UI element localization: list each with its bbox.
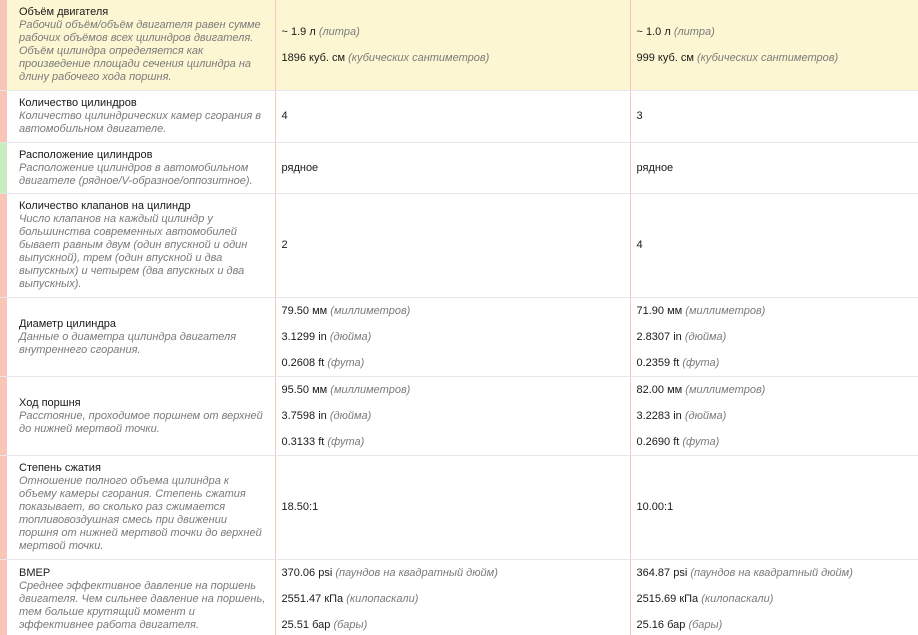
value-line <box>282 377 630 403</box>
spec-label-cell <box>7 0 275 90</box>
row-indicator-bar <box>0 90 7 142</box>
spec-title: Объём двигателя <box>19 6 109 19</box>
spec-row <box>0 142 918 193</box>
row-indicator-bar <box>0 142 7 193</box>
value-number: 0.2690 ft <box>636 435 680 448</box>
value-unit: (бары) <box>333 619 368 631</box>
value-unit: (килопаскали) <box>346 593 419 605</box>
value-number: 25.16 бар <box>636 619 686 631</box>
car2-value-cell <box>630 376 918 455</box>
spec-description: Расположение цилиндров в автомобильном двигателе (рядное/V-образное/оппозитное). <box>19 161 253 187</box>
value-line <box>282 45 630 71</box>
value-number: рядное <box>281 161 319 174</box>
value-line <box>637 560 918 586</box>
value-number: рядное <box>636 161 674 174</box>
spec-label-cell <box>7 142 275 193</box>
value-line <box>282 298 630 324</box>
value-number: 10.00:1 <box>636 501 674 513</box>
row-indicator-bar <box>0 0 7 90</box>
value-line <box>637 350 918 376</box>
value-number: 25.51 бар <box>281 619 331 631</box>
value-line <box>637 324 918 350</box>
spec-description: Расстояние, проходимое поршнем от верхней до нижней мертвой точки. <box>19 409 263 435</box>
value-line <box>637 45 918 71</box>
car2-value-cell <box>630 90 918 142</box>
value-line <box>282 403 630 429</box>
value-line <box>282 350 630 376</box>
spec-description: Отношение полного объема цилиндра к объему камеры сгорания. Степень сжатия показывает, во сколько раз сжимается топливовоздушная смесь при движении поршня от нижней мертвой точки до верхней мертвой точки. <box>19 475 262 552</box>
value-number: ~ 1.9 л <box>281 25 316 38</box>
value-number: 370.06 psi <box>281 567 333 579</box>
car1-value-cell <box>275 376 630 455</box>
value-unit: (кубических сантиметров) <box>348 51 490 64</box>
value-unit: (дюйма) <box>684 409 727 422</box>
value-number: 3 <box>636 110 643 122</box>
car1-value-cell <box>275 142 630 193</box>
spec-row <box>0 193 918 297</box>
value-unit: (бары) <box>688 619 723 631</box>
value-line <box>282 19 630 45</box>
spec-description: Число клапанов на каждый цилиндр у большинства современных автомобилей бывает равным двум (один впускной и один выпускной), трем (один впускной и два выпускных) и четырем (два впускных и два выпускных). <box>19 213 248 290</box>
value-unit: (паундов на квадратный дюйм) <box>690 567 853 579</box>
value-number: 3.1299 in <box>281 330 327 343</box>
spec-row <box>0 455 918 559</box>
spec-label-cell <box>7 455 275 559</box>
value-number: 79.50 мм <box>281 304 328 317</box>
spec-title: Диаметр цилиндра <box>19 317 116 330</box>
spec-title: Расположение цилиндров <box>19 148 153 161</box>
spec-row <box>0 90 918 142</box>
car1-value-cell <box>275 559 630 635</box>
value-line <box>282 155 630 181</box>
value-number: 0.2359 ft <box>636 356 680 369</box>
value-line <box>282 612 630 635</box>
value-number: 999 куб. см <box>636 51 694 64</box>
car1-value-cell <box>275 193 630 297</box>
value-number: 2551.47 кПа <box>281 593 344 605</box>
car2-value-cell <box>630 455 918 559</box>
row-indicator-bar <box>0 455 7 559</box>
spec-description: Данные о диаметра цилиндра двигателя внутреннего сгорания. <box>19 330 237 356</box>
value-number: 18.50:1 <box>281 501 319 513</box>
value-number: 2 <box>281 239 288 251</box>
value-unit: (фута) <box>327 356 365 369</box>
value-line <box>637 403 918 429</box>
spec-title: Количество цилиндров <box>19 97 137 109</box>
spec-row <box>0 559 918 635</box>
row-indicator-bar <box>0 376 7 455</box>
value-number: 0.2608 ft <box>281 356 325 369</box>
value-unit: (фута) <box>327 435 365 448</box>
row-indicator-bar <box>0 559 7 635</box>
value-unit: (фута) <box>682 356 720 369</box>
value-number: 4 <box>281 110 288 122</box>
row-indicator-bar <box>0 297 7 376</box>
value-unit: (дюйма) <box>329 330 372 343</box>
car2-value-cell <box>630 0 918 90</box>
value-line <box>637 586 918 612</box>
spec-title: Степень сжатия <box>19 462 101 474</box>
value-unit: (килопаскали) <box>701 593 774 605</box>
value-number: 1896 куб. см <box>281 51 346 64</box>
value-unit: (дюйма) <box>329 409 372 422</box>
value-line <box>637 103 918 129</box>
value-line <box>637 429 918 455</box>
value-number: ~ 1.0 л <box>636 25 671 38</box>
value-line <box>637 155 918 181</box>
car1-value-cell <box>275 0 630 90</box>
value-unit: (кубических сантиметров) <box>697 51 839 64</box>
value-number: 2515.69 кПа <box>636 593 699 605</box>
value-line <box>282 586 630 612</box>
value-unit: (литра) <box>673 25 715 38</box>
value-unit: (миллиметров) <box>685 383 766 396</box>
value-line <box>282 232 630 258</box>
spec-row <box>0 0 918 90</box>
spec-title: BMEP <box>19 567 51 579</box>
spec-label-cell <box>7 193 275 297</box>
value-number: 364.87 psi <box>636 567 688 579</box>
value-unit: (литра) <box>318 25 360 38</box>
spec-label-cell <box>7 297 275 376</box>
spec-description: Рабочий объём/объём двигателя равен сумме рабочих объёмов всех цилиндров двигателя. Объём цилиндра определяется как произведение площади сечения цилиндра на длину рабочего хода поршня. <box>19 19 261 84</box>
car2-value-cell <box>630 193 918 297</box>
spec-label-cell <box>7 90 275 142</box>
value-unit: (паундов на квадратный дюйм) <box>335 567 498 579</box>
value-line <box>637 19 918 45</box>
value-number: 95.50 мм <box>281 383 328 396</box>
car1-value-cell <box>275 90 630 142</box>
value-line <box>282 103 630 129</box>
value-unit: (миллиметров) <box>685 304 766 317</box>
value-number: 82.00 мм <box>636 383 683 396</box>
value-number: 0.3133 ft <box>281 435 325 448</box>
value-line <box>637 232 918 258</box>
spec-description: Среднее эффективное давление на поршень двигателя. Чем сильнее давление на поршень, тем больше крутящий момент и эффективнее работа двигателя. <box>19 580 266 631</box>
spec-row <box>0 297 918 376</box>
spec-description: Количество цилиндрических камер сгорания в автомобильном двигателе. <box>19 110 261 135</box>
value-unit: (дюйма) <box>684 330 727 343</box>
value-number: 2.8307 in <box>636 330 682 343</box>
car2-value-cell <box>630 559 918 635</box>
value-number: 3.2283 in <box>636 409 682 422</box>
spec-label-cell <box>7 376 275 455</box>
value-line <box>282 429 630 455</box>
value-line <box>637 612 918 635</box>
value-line <box>637 377 918 403</box>
value-line <box>282 560 630 586</box>
car2-value-cell <box>630 297 918 376</box>
value-unit: (фута) <box>682 435 720 448</box>
spec-label-cell <box>7 559 275 635</box>
value-number: 3.7598 in <box>281 409 327 422</box>
row-indicator-bar <box>0 193 7 297</box>
value-line <box>637 298 918 324</box>
value-unit: (миллиметров) <box>330 383 411 396</box>
value-number: 4 <box>636 239 643 251</box>
spec-title: Количество клапанов на цилиндр <box>19 200 191 212</box>
value-line <box>282 324 630 350</box>
car1-value-cell <box>275 297 630 376</box>
value-number: 71.90 мм <box>636 304 683 317</box>
spec-title: Ход поршня <box>19 396 81 409</box>
car1-value-cell <box>275 455 630 559</box>
car2-value-cell <box>630 142 918 193</box>
value-line <box>282 494 630 520</box>
value-unit: (миллиметров) <box>330 304 411 317</box>
value-line <box>637 494 918 520</box>
spec-row <box>0 376 918 455</box>
